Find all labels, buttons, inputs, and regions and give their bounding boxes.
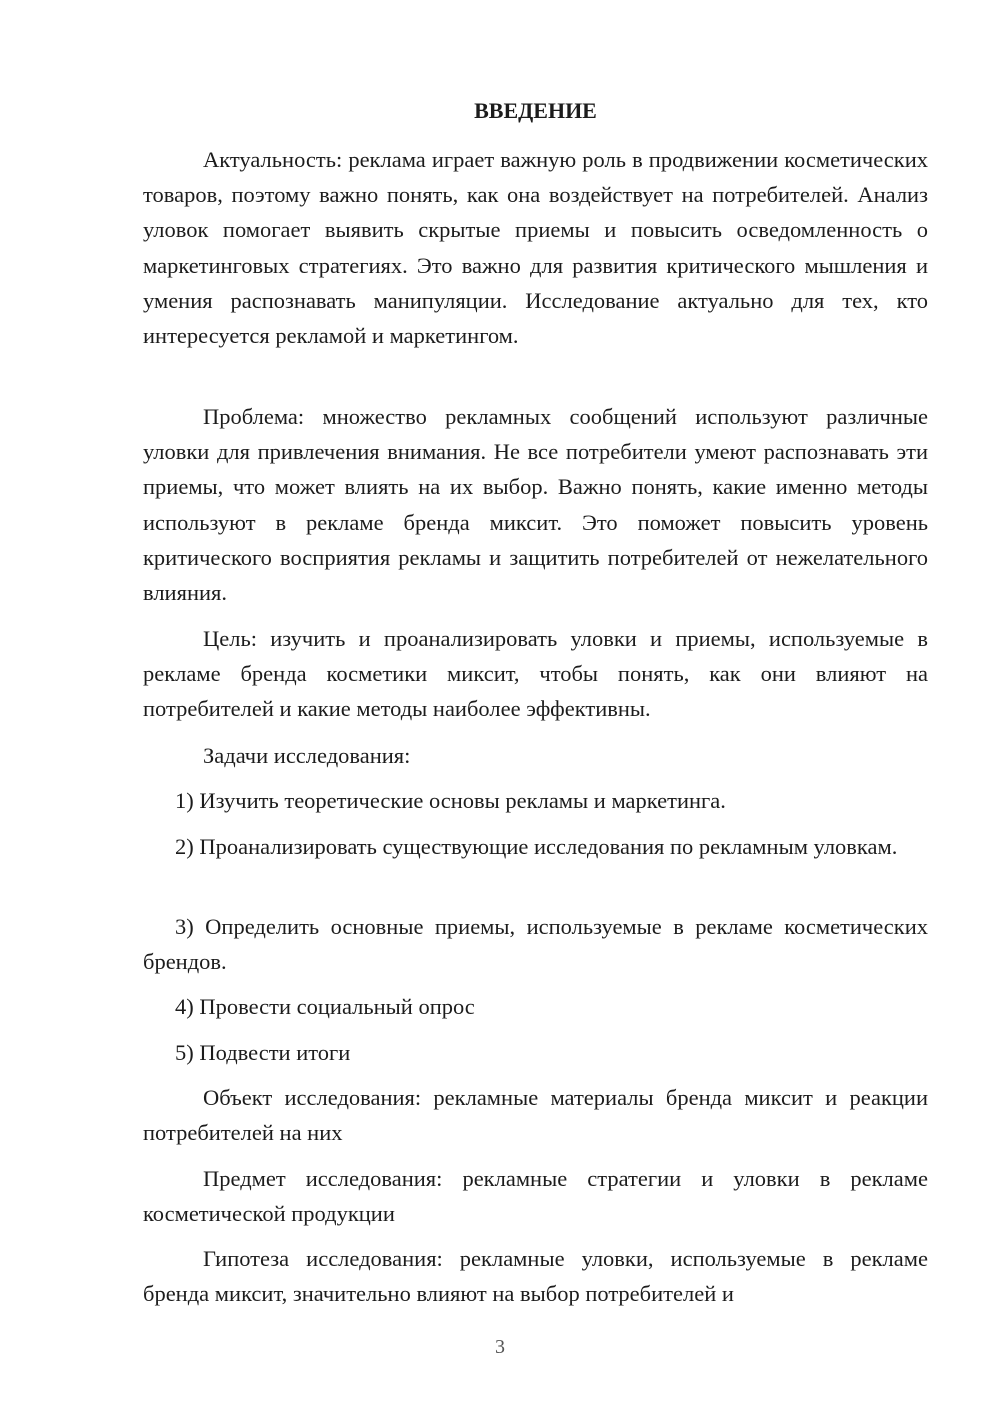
task-item-1: 1) Изучить теоретические основы рекламы и маркетинга. xyxy=(175,788,726,813)
paragraph-subject: Предмет исследования: рекламные стратегии и уловки в рекламе косметической продукции xyxy=(143,1166,928,1227)
task-item-4: 4) Провести социальный опрос xyxy=(175,994,475,1019)
paragraph-goal: Цель: изучить и проанализировать уловки и приемы, используемые в рекламе бренда косметики миксит, чтобы понять, как они влияют на потребителей и какие методы наиболее эффективны. xyxy=(143,626,928,722)
task-item-3: 3) Определить основные приемы, используемые в рекламе косметических брендов. xyxy=(143,914,928,975)
paragraph-tasks-heading: Задачи исследования: xyxy=(203,743,411,768)
task-item-5: 5) Подвести итоги xyxy=(175,1040,351,1065)
section-title: ВВЕДЕНИЕ xyxy=(474,98,597,123)
paragraph-problem: Проблема: множество рекламных сообщений используют различные уловки для привлечения внимания. Не все потребители умеют распознавать эти приемы, что может влиять на их выбор. Важно понять, какие именно методы используют в рекламе бренда миксит. Это поможет повысить уровень критического восприятия рекламы и защитить потребителей от нежелательного влияния. xyxy=(143,404,928,606)
task-item-2: 2) Проанализировать существующие исследования по рекламным уловкам. xyxy=(175,834,898,859)
paragraph-relevance: Актуальность: реклама играет важную роль в продвижении косметических товаров, поэтому важно понять, как она воздействует на потребителей. Анализ уловок помогает выявить скрытые приемы и повысить осведомленность о маркетинговых стратегиях. Это важно для развития критического мышления и умения распознавать манипуляции. Исследование актуально для тех, кто интересуется рекламой и маркетингом. xyxy=(143,147,928,349)
page-number: 3 xyxy=(495,1336,505,1358)
paragraph-object: Объект исследования: рекламные материалы бренда миксит и реакции потребителей на них xyxy=(143,1085,928,1146)
paragraph-hypothesis: Гипотеза исследования: рекламные уловки, используемые в рекламе бренда миксит, значительно влияют на выбор потребителей и xyxy=(143,1246,928,1307)
